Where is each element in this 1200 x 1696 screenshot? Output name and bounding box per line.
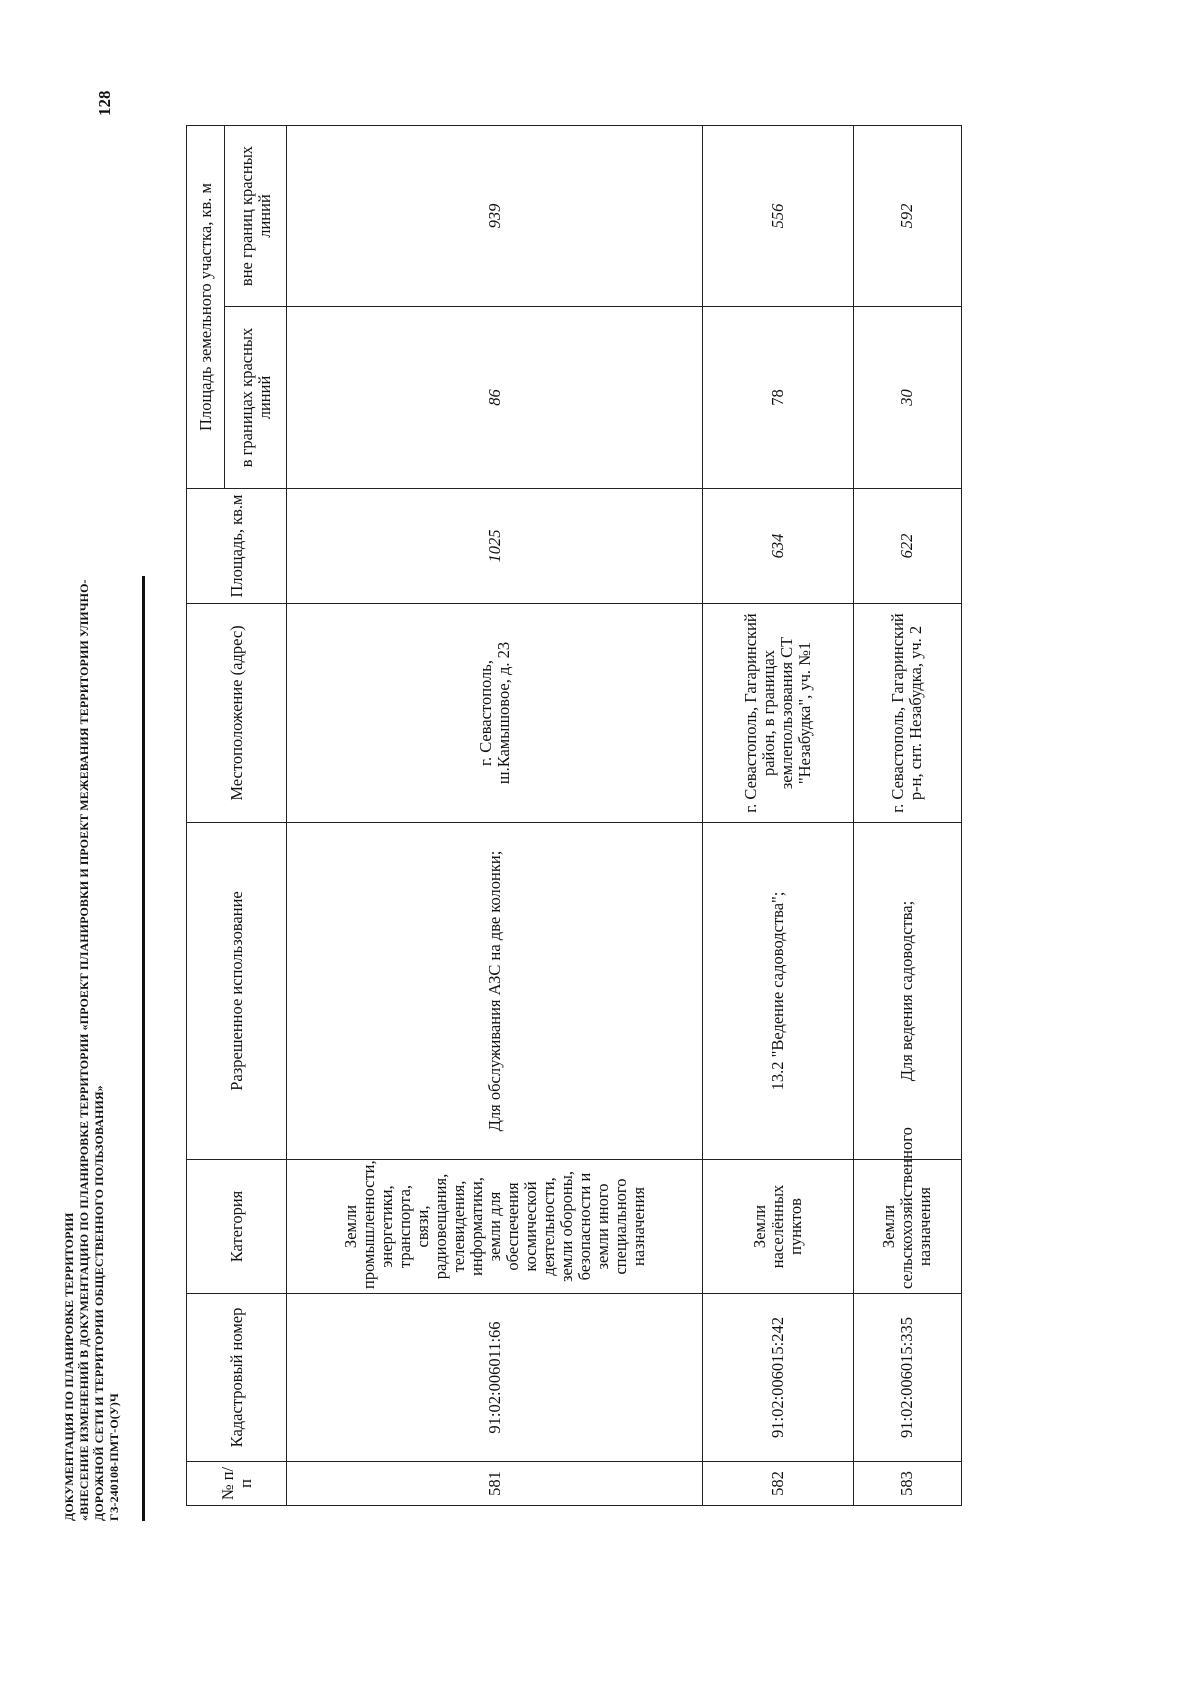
header-line-2: «ВНЕСЕНИЕ ИЗМЕНЕНИЙ В ДОКУМЕНТАЦИЮ ПО ПЛАНИРОВКЕ ТЕРРИТОРИИ «ПРОЕКТ ПЛАНИРОВКИ И ПРОЕКТ МЕЖЕВАНИЯ ТЕРРИТОРИИ УЛИЧНО- [77, 579, 91, 1521]
cell-permitted-use: 13.2 "Ведение садоводства"; [703, 823, 853, 1160]
table-row [287, 126, 703, 1506]
table-row [853, 126, 961, 1506]
header-divider [142, 576, 145, 1521]
cell-category: Земли промышленности, энергетики, транспорта, связи, радиовещания, телевидения, информатики, земли для обеспечения космической деятельности, земли обороны, безопасности и земли иного специального назначения [287, 1160, 703, 1294]
cell-area: 634 [703, 489, 853, 604]
cell-permitted-use: Для обслуживания АЗС на две колонки; [287, 823, 703, 1160]
header-inside-red-lines: в границах красных линий [225, 307, 287, 489]
cell-area: 1025 [287, 489, 703, 604]
cell-outside: 939 [287, 126, 703, 307]
header-line-1: ДОКУМЕНТАЦИЯ ПО ПЛАНИРОВКЕ ТЕРРИТОРИИ [62, 1212, 76, 1521]
cell-area: 622 [853, 489, 961, 604]
cell-location: г. Севастополь, Гагаринский район, в границах землепользования СТ "Незабудка", уч. №1 [703, 604, 853, 823]
cell-location: г. Севастополь, Гагаринский р-н, снт. Незабудка, уч. 2 [853, 604, 961, 823]
header-line-3: ДОРОЖНОЙ СЕТИ И ТЕРРИТОРИИ ОБЩЕСТВЕННОГО ПОЛЬЗОВАНИЯ» [92, 1085, 106, 1521]
header-area: Площадь, кв.м [187, 489, 287, 604]
cell-category: Земли населённых пунктов [703, 1160, 853, 1294]
cell-cadastral: 91:02:006015:335 [853, 1294, 961, 1462]
cell-outside: 592 [853, 126, 961, 307]
page-number: 128 [95, 90, 114, 116]
cell-permitted-use: Для ведения садоводства; [853, 823, 961, 1160]
header-line-4: ГЗ-240108-ПМТ-О(У)Ч [107, 1393, 121, 1521]
header-location: Местоположение (адрес) [187, 604, 287, 823]
land-plots-table [186, 125, 962, 1506]
table-row [703, 126, 853, 1506]
header-category: Категория [187, 1160, 287, 1294]
cell-inside: 30 [853, 307, 961, 489]
cell-category: Земли сельскохозяйственного назначения [853, 1160, 961, 1294]
cell-location: г. Севастополь, ш.Камышовое, д. 23 [287, 604, 703, 823]
cell-outside: 556 [703, 126, 853, 307]
cell-num: 583 [853, 1462, 961, 1506]
cell-num: 581 [287, 1462, 703, 1506]
header-num: № п/п [187, 1462, 287, 1506]
header-outside-red-lines: вне границ красных линий [225, 126, 287, 307]
cell-cadastral: 91:02:006015:242 [703, 1294, 853, 1462]
cell-cadastral: 91:02:006011:66 [287, 1294, 703, 1462]
cell-num: 582 [703, 1462, 853, 1506]
document-header [62, 121, 122, 1521]
header-permitted-use: Разрешенное использование [187, 823, 287, 1160]
header-plot-area-group: Площадь земельного участка, кв. м [187, 126, 225, 489]
cell-inside: 86 [287, 307, 703, 489]
header-cadastral: Кадастровый номер [187, 1294, 287, 1462]
cell-inside: 78 [703, 307, 853, 489]
